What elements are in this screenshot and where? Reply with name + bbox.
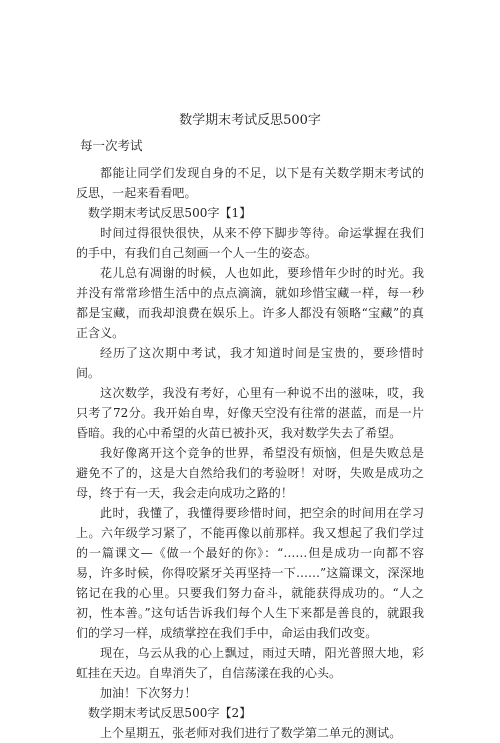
paragraph: 现在，乌云从我的心上飘过，雨过天晴，阳光普照大地，彩虹挂在天边。自卑消失了，自信荡漾在我的心头。 (76, 646, 424, 680)
document-subtitle: 每一次考试 (80, 138, 143, 153)
paragraph: 这次数学，我没有考好，心里有一种说不出的滋味，哎，我只考了72分。我开始自卑，好像天空没有往常的湛蓝，而是一片昏暗。我的心中希望的火苗已被扑灭，我对数学失去了希望。 (76, 386, 424, 440)
document-title: 数学期末考试反思500字 (179, 113, 321, 128)
paragraph: 上个星期五，张老师对我们进行了数学第二单元的测试。 (100, 726, 402, 740)
section-heading: 数学期末考试反思500字【2】 (88, 706, 252, 720)
paragraph: 加油！下次努力！ (100, 686, 197, 700)
paragraph: 花儿总有凋谢的时候，人也如此，要珍惜年少时的时光。我并没有常常珍惜生活中的点点滴滴，就如珍惜宝藏一样，每一秒都是宝藏，而我却浪费在娱乐上。许多人都没有领略“宝藏”的真正含义。 (76, 266, 424, 340)
paragraph: 时间过得很快很快，从来不停下脚步等待。命运掌握在我们的手中，有我们自己刻画一个人一生的姿态。 (76, 226, 424, 260)
section-heading: 数学期末考试反思500字【1】 (88, 206, 252, 220)
paragraph: 都能让同学们发现自身的不足，以下是有关数学期末考试的反思，一起来看看吧。 (76, 166, 424, 200)
paragraph: 我好像离开这个竞争的世界，希望没有烦恼，但是失败总是避免不了的，这是大自然给我们的考验呀！对呀，失败是成功之母，终于有一天，我会走向成功之路的！ (76, 446, 424, 500)
paragraph: 此时，我懂了，我懂得要珍惜时间，把空余的时间用在学习上。六年级学习紧了，不能再像以前那样。我又想起了我们学过的一篇课文—《做一个最好的你》：“……但是成功一向都不容易，许多时候，你得咬紧牙关再坚持一下……”这篇课文，深深地铭记在我的心里。只要我们努力奋斗，就能获得成功的。“人之初，性本善。”这句话告诉我们每个人生下来都是善良的，就跟我们的学习一样，成绩掌控在我们手中，命运由我们改变。 (76, 506, 424, 640)
paragraph: 经历了这次期中考试，我才知道时间是宝贵的，要珍惜时间。 (76, 346, 424, 380)
document-body (76, 163, 424, 743)
